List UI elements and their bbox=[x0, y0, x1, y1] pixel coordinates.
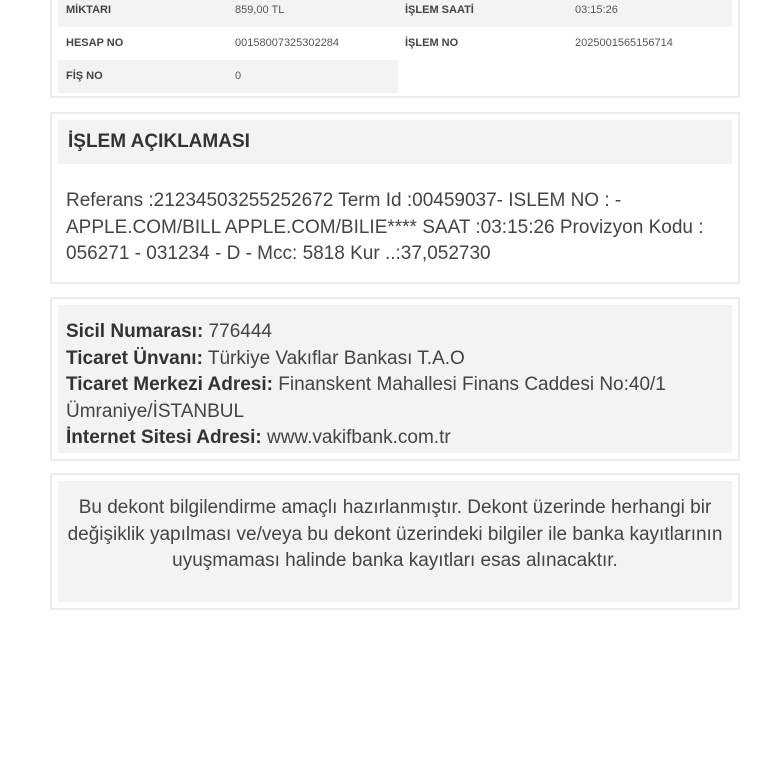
site-label: İnternet Sitesi Adresi: bbox=[66, 427, 262, 448]
receipt-no-value: 0 bbox=[235, 70, 242, 82]
description-text: Referans :21234503255252672 Term Id :00459037- ISLEM NO : - APPLE.COM/BILL APPLE.COM/BILIE**** SAAT :03:15:26 Provizyon Kodu : 056271 - 031234 - D - Mcc: 5818 Kur ..:37,052730 bbox=[66, 190, 704, 264]
disclaimer-card bbox=[50, 473, 740, 610]
adres-value: Finanskent Mahallesi Finans Caddesi No:40/1 Ümraniye/İSTANBUL bbox=[66, 374, 666, 422]
transaction-no-value: 2025001565156714 bbox=[575, 37, 673, 49]
transaction-info-table bbox=[50, 0, 740, 98]
registry-line-sicil bbox=[66, 319, 726, 346]
account-no-value: 00158007325302284 bbox=[235, 37, 340, 49]
amount-value: 859,00 TL bbox=[235, 4, 285, 16]
unvan-label: Ticaret Ünvanı: bbox=[66, 347, 203, 369]
registry-line-adres bbox=[66, 372, 726, 425]
registry-panel bbox=[58, 305, 732, 453]
disclaimer-text: Bu dekont bilgilendirme amaçlı hazırlanmıştır. Dekont üzerinde herhangi bir değişiklik yapılması ve/veya bu dekont üzerindeki bilgiler ile banka kayıtlarının uyuşmaması halinde banka kayıtları esas alınacaktır. bbox=[67, 497, 723, 571]
unvan-value: Türkiye Vakıflar Bankası T.A.O bbox=[202, 347, 465, 369]
adres-label: Ticaret Merkezi Adresi: bbox=[66, 374, 273, 395]
table-row bbox=[58, 0, 732, 27]
registry-text bbox=[66, 319, 726, 452]
amount-label: MİKTARI bbox=[66, 4, 112, 16]
receipt-no-label: FİŞ NO bbox=[66, 70, 103, 82]
registry-line-unvan bbox=[66, 346, 726, 373]
site-value: www.vakifbank.com.tr bbox=[261, 427, 451, 448]
registry-line-site bbox=[66, 425, 726, 452]
description-title: İŞLEM AÇIKLAMASI bbox=[68, 131, 250, 152]
description-header bbox=[58, 120, 732, 164]
table-row bbox=[58, 60, 398, 93]
disclaimer-panel bbox=[58, 481, 732, 602]
transaction-description-card bbox=[50, 112, 740, 284]
table-row bbox=[58, 27, 732, 60]
sicil-value: 776444 bbox=[203, 321, 272, 342]
bank-registry-card bbox=[50, 297, 740, 461]
sicil-label: Sicil Numarası: bbox=[66, 321, 204, 342]
transaction-time-label: İŞLEM SAATİ bbox=[405, 4, 474, 16]
transaction-time-value: 03:15:26 bbox=[575, 4, 618, 16]
account-no-label: HESAP NO bbox=[66, 37, 124, 49]
transaction-no-label: İŞLEM NO bbox=[405, 37, 459, 49]
